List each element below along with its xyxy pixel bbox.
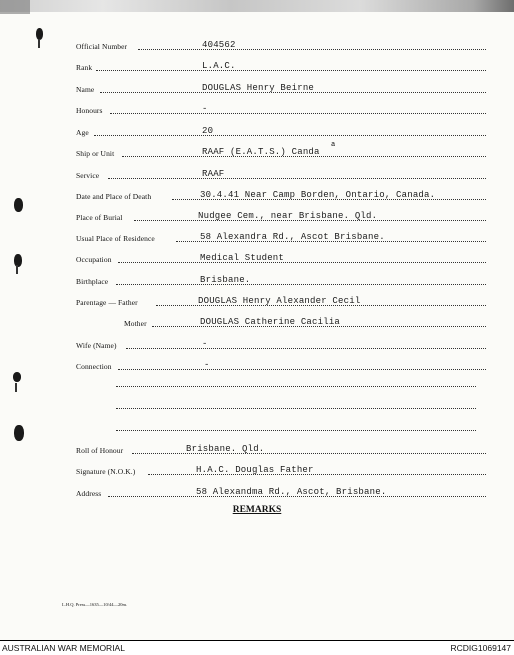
field-wife xyxy=(76,337,486,351)
printer-note: L.H.Q. Press—1635—10/44—20m. xyxy=(62,602,128,607)
field-burial xyxy=(76,209,486,223)
field-mother xyxy=(76,315,486,329)
field-birthplace xyxy=(76,273,486,287)
field-value: Brisbane. Qld. xyxy=(186,444,265,454)
field-value: RAAF (E.A.T.S.) Canda xyxy=(202,147,320,157)
field-ship-or-unit xyxy=(76,141,486,159)
punch-hole-icon xyxy=(14,198,23,212)
field-value: 404562 xyxy=(202,40,236,50)
scan-edge-band xyxy=(0,0,514,12)
field-value: - xyxy=(202,339,208,349)
field-value: DOUGLAS Henry Beirne xyxy=(202,83,315,93)
field-service xyxy=(76,167,486,181)
field-value: DOUGLAS Henry Alexander Cecil xyxy=(198,296,361,306)
field-value: Nudgee Cem., near Brisbane. Qld. xyxy=(198,211,378,221)
dotted-line xyxy=(126,348,486,349)
dotted-line xyxy=(94,135,486,136)
field-label: Address xyxy=(76,489,102,498)
field-value: - xyxy=(204,360,210,370)
field-name xyxy=(76,81,486,95)
field-label: Age xyxy=(76,128,89,137)
field-age xyxy=(76,124,486,138)
footer-source: AUSTRALIAN WAR MEMORIAL xyxy=(2,643,125,653)
field-father xyxy=(76,294,486,308)
field-death xyxy=(76,188,486,202)
field-value: Medical Student xyxy=(200,253,285,263)
dotted-line xyxy=(116,284,486,285)
punch-hole-icon xyxy=(14,254,22,267)
field-label: Ship or Unit xyxy=(76,149,115,158)
field-value: 30.4.41 Near Camp Borden, Ontario, Canada. xyxy=(200,190,436,200)
field-label: Service xyxy=(76,171,100,180)
field-label: Birthplace xyxy=(76,277,109,286)
field-rank xyxy=(76,59,486,73)
remarks-heading: REMARKS xyxy=(232,505,282,515)
dotted-line xyxy=(118,369,486,370)
field-value: - xyxy=(202,104,208,114)
field-honours xyxy=(76,102,486,116)
field-value: 58 Alexandra Rd., Ascot Brisbane. xyxy=(200,232,385,242)
blank-dotted-line xyxy=(116,408,476,409)
blank-dotted-line xyxy=(116,430,476,431)
field-connection xyxy=(76,358,486,372)
field-signature xyxy=(76,463,486,477)
footer-record-id: RCDIG1069147 xyxy=(450,643,511,653)
field-label: Place of Burial xyxy=(76,213,123,222)
field-value: RAAF xyxy=(202,169,225,179)
field-roll-of-honour xyxy=(76,442,486,456)
field-occupation xyxy=(76,251,486,265)
field-value: H.A.C. Douglas Father xyxy=(196,465,314,475)
dotted-line xyxy=(110,113,486,114)
field-label: Roll of Honour xyxy=(76,446,124,455)
field-label: Usual Place of Residence xyxy=(76,234,155,243)
dotted-line xyxy=(108,178,486,179)
field-label: Mother xyxy=(124,319,147,328)
punch-hole-icon xyxy=(13,372,21,382)
field-label: Signature (N.O.K.) xyxy=(76,467,136,476)
field-value: 58 Alexandma Rd., Ascot, Brisbane. xyxy=(196,487,387,497)
field-label: Official Number xyxy=(76,42,128,51)
field-label: Date and Place of Death xyxy=(76,192,152,201)
scan-corner-shadow xyxy=(0,0,30,14)
field-label: Occupation xyxy=(76,255,112,264)
dotted-line xyxy=(118,262,486,263)
field-official-number xyxy=(76,38,486,52)
punch-hole-icon xyxy=(14,425,24,441)
dotted-line xyxy=(138,49,486,50)
field-label: Connection xyxy=(76,362,112,371)
field-address xyxy=(76,485,486,499)
field-label: Rank xyxy=(76,63,93,72)
footer-bar xyxy=(0,640,514,655)
field-value: DOUGLAS Catherine Cacilia xyxy=(200,317,341,327)
field-value: Brisbane. xyxy=(200,275,251,285)
field-residence xyxy=(76,230,486,244)
punch-hole-icon xyxy=(36,28,43,40)
field-label: Wife (Name) xyxy=(76,341,117,350)
blank-dotted-line xyxy=(116,386,476,387)
field-label: Name xyxy=(76,85,95,94)
field-label: Honours xyxy=(76,106,103,115)
field-value: 20 xyxy=(202,126,214,136)
dotted-line xyxy=(96,70,486,71)
field-value: L.A.C. xyxy=(202,61,236,71)
field-label: Parentage — Father xyxy=(76,298,138,307)
superscript-correction: a xyxy=(331,141,336,149)
